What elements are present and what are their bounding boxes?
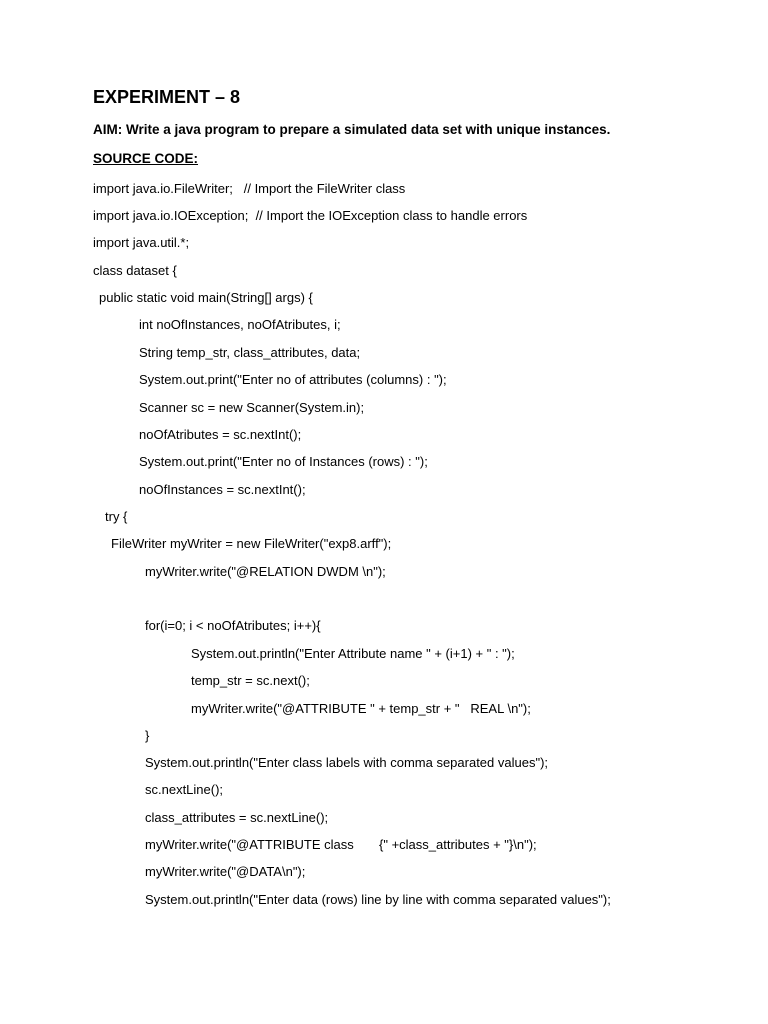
code-line: class_attributes = sc.nextLine(); [145,810,329,825]
code-line: noOfAtributes = sc.nextInt(); [139,427,302,442]
code-line: public static void main(String[] args) { [99,290,313,305]
code-line: import java.io.IOException; // Import the IOException class to handle errors [93,208,528,223]
source-code-heading: SOURCE CODE: [93,151,199,166]
code-line: class dataset { [93,263,177,278]
code-line: myWriter.write("@ATTRIBUTE " + temp_str + " REAL \n"); [191,701,531,716]
code-line: myWriter.write("@RELATION DWDM \n"); [145,564,386,579]
code-line: import java.util.*; [93,235,190,250]
code-line: FileWriter myWriter = new FileWriter("exp8.arff"); [111,536,392,551]
aim-statement: AIM: Write a java program to prepare a simulated data set with unique instances. [93,122,611,137]
code-line: Scanner sc = new Scanner(System.in); [139,400,365,415]
code-line: int noOfInstances, noOfAtributes, i; [139,317,341,332]
code-line: System.out.print("Enter no of attributes (columns) : "); [139,372,447,387]
experiment-title: EXPERIMENT – 8 [93,87,241,107]
code-line: temp_str = sc.next(); [191,673,310,688]
code-line: System.out.println("Enter class labels with comma separated values"); [145,755,549,770]
code-line: import java.io.FileWriter; // Import the FileWriter class [93,181,406,196]
code-line: noOfInstances = sc.nextInt(); [139,482,306,497]
code-line: String temp_str, class_attributes, data; [139,345,361,360]
code-line: myWriter.write("@DATA\n"); [145,864,306,879]
code-line: } [145,728,150,743]
code-line: System.out.print("Enter no of Instances (rows) : "); [139,454,428,469]
code-line: System.out.println("Enter Attribute name " + (i+1) + " : "); [191,646,515,661]
code-line: for(i=0; i < noOfAtributes; i++){ [145,618,321,633]
code-line: sc.nextLine(); [145,782,224,797]
code-line: try { [105,509,128,524]
code-line: myWriter.write("@ATTRIBUTE class {" +class_attributes + "}\n"); [145,837,537,852]
code-line: System.out.println("Enter data (rows) line by line with comma separated values"); [145,892,611,907]
